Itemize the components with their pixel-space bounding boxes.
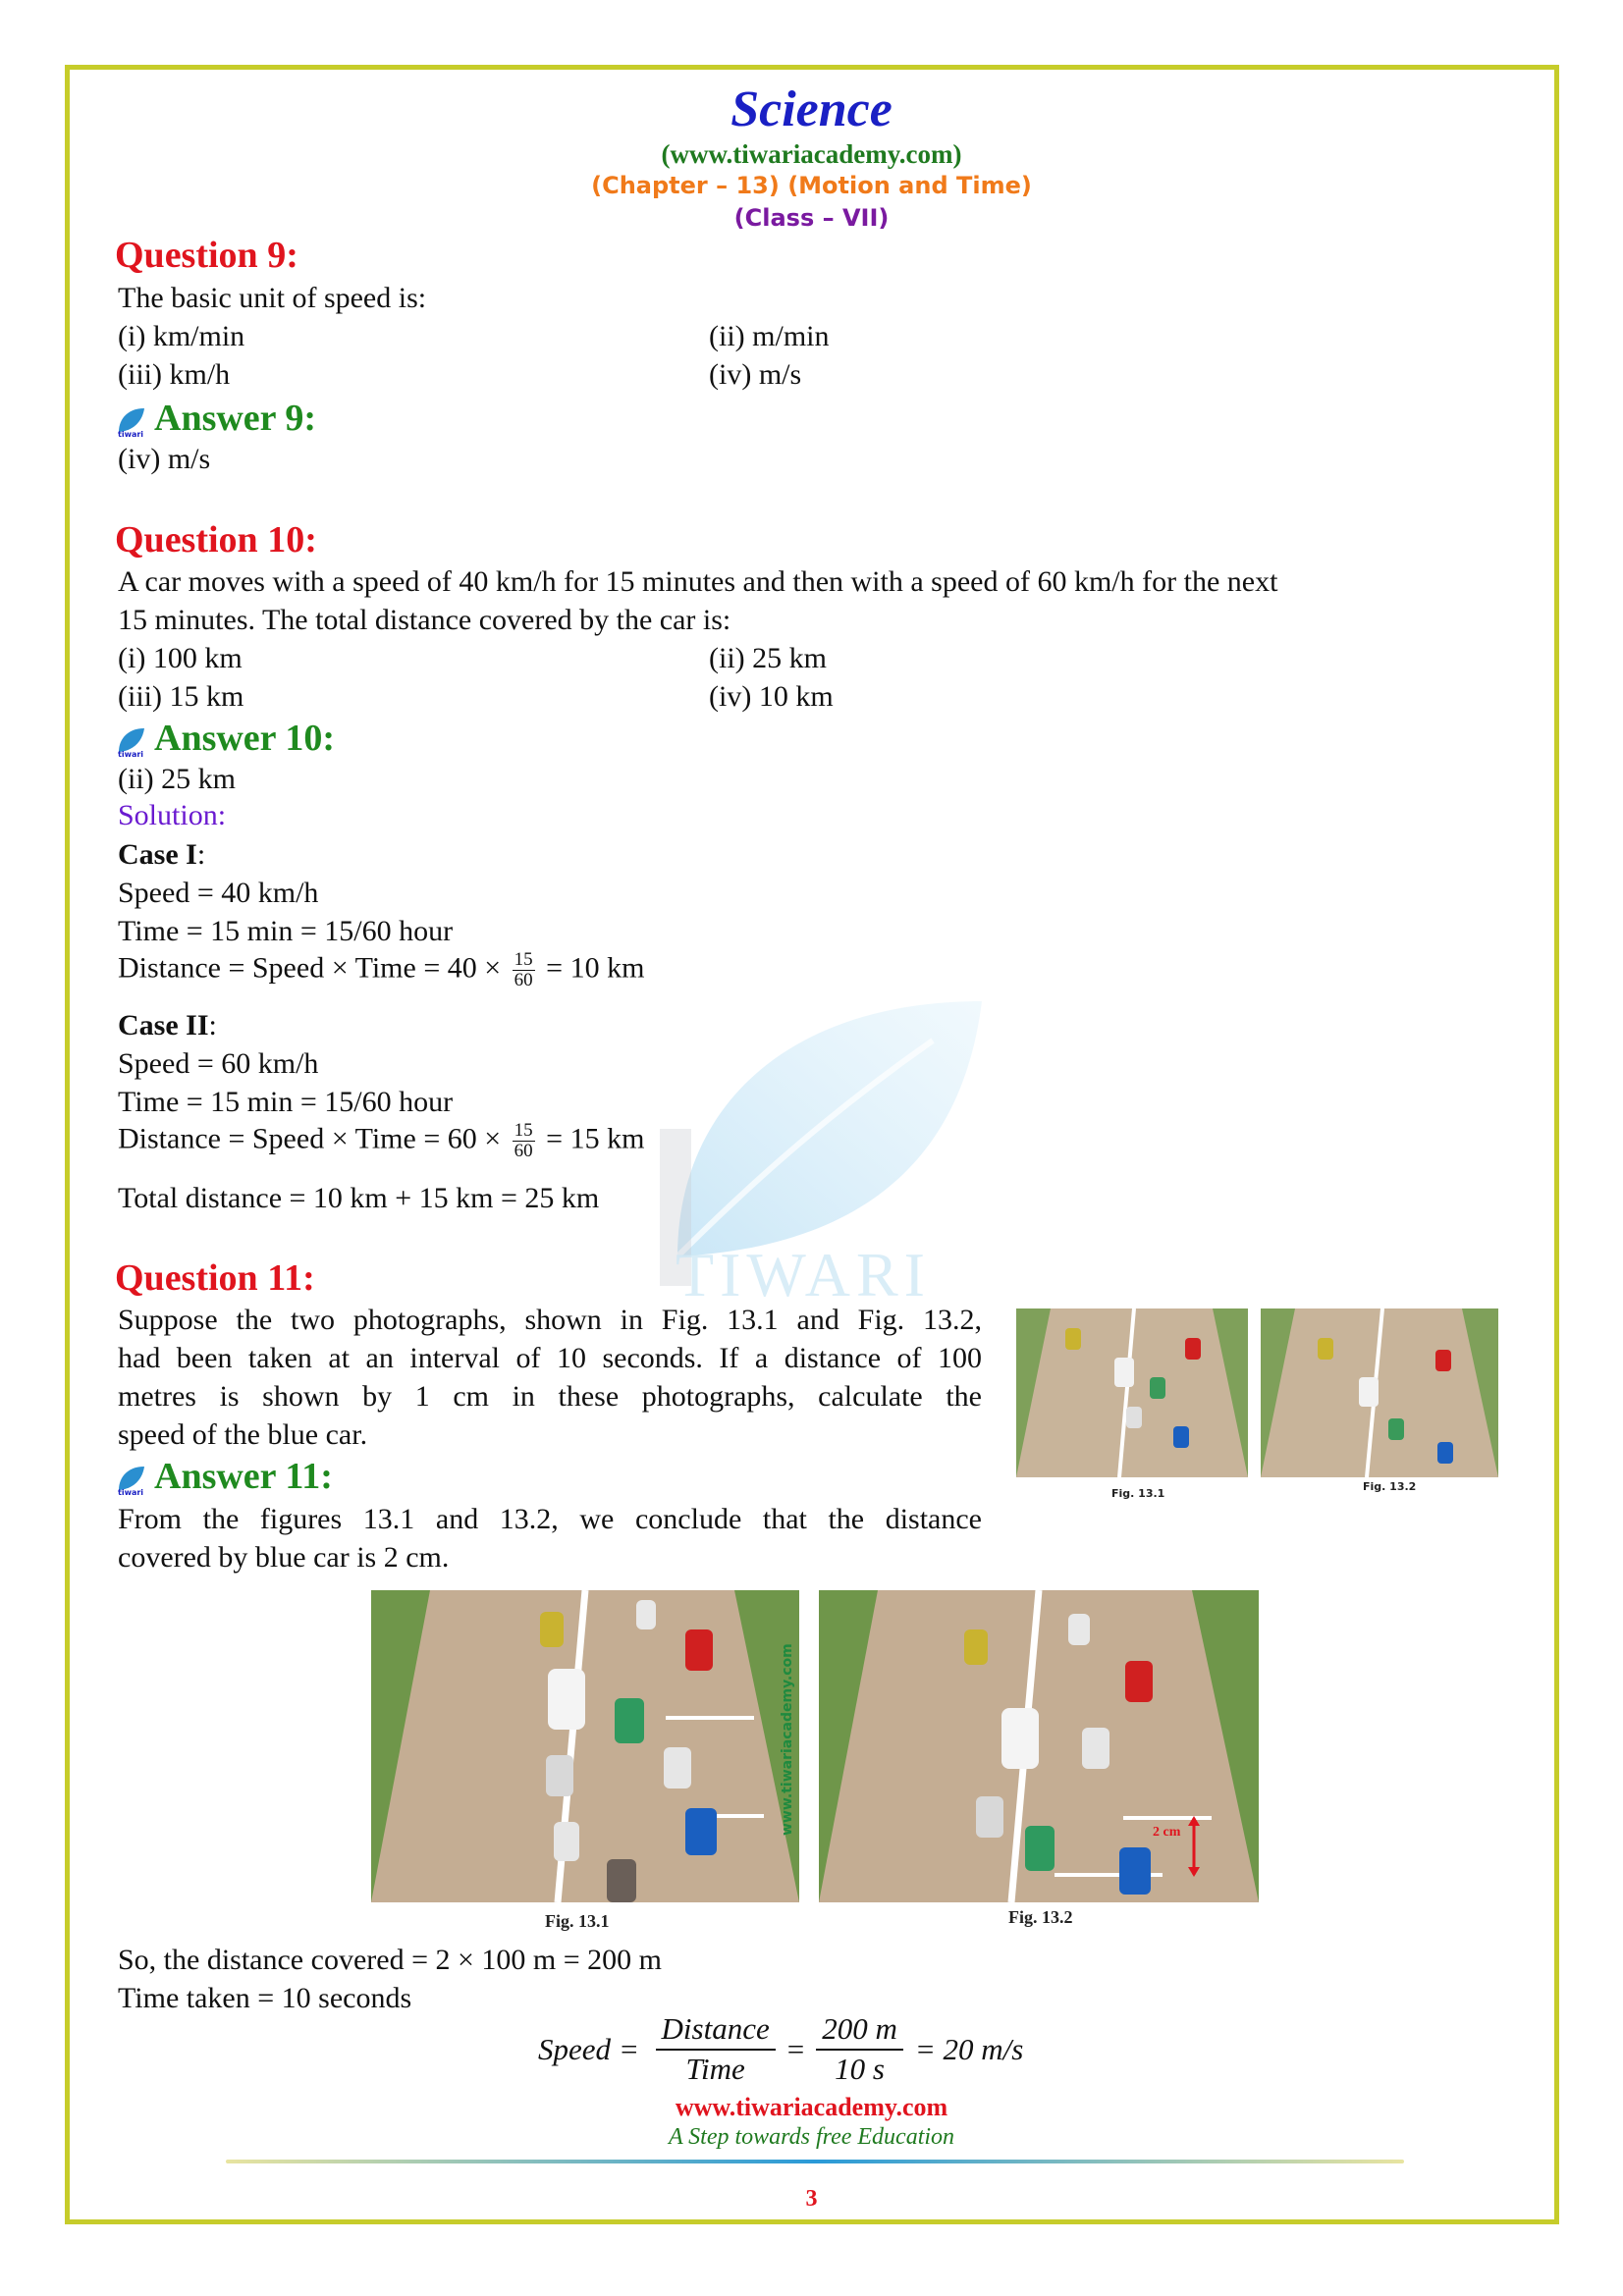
- total-distance: Total distance = 10 km + 15 km = 25 km: [118, 1182, 600, 1214]
- answer-9-label: Answer 9:: [154, 398, 317, 439]
- fraction-denominator: 60: [514, 969, 533, 990]
- case-2-label: Case II: [118, 1009, 209, 1041]
- fig-13-1-photo: [371, 1590, 799, 1902]
- case-2-speed: Speed = 60 km/h: [118, 1047, 319, 1080]
- photo-1-watermark: www.tiwariacademy.com: [780, 1643, 795, 1836]
- time-taken: Time taken = 10 seconds: [118, 1982, 412, 2014]
- answer-10-text: (ii) 25 km: [118, 763, 236, 795]
- fraction-denominator: 60: [514, 1140, 533, 1161]
- q9-option-4: (iv) m/s: [709, 358, 802, 391]
- fraction-numerator: 15: [514, 949, 533, 970]
- answer-10-heading: [115, 717, 335, 760]
- tiwari-leaf-icon: [115, 404, 148, 438]
- answer-9-text: (iv) m/s: [118, 443, 211, 475]
- fig-13-1-small-caption: Fig. 13.1: [1111, 1487, 1165, 1500]
- formula-fraction-2: [816, 2010, 903, 2089]
- fig-13-1-small-photo: [1016, 1308, 1248, 1477]
- case-2-time: Time = 15 min = 15/60 hour: [118, 1086, 454, 1118]
- case-1-heading: Case I:: [118, 838, 206, 871]
- svg-text:tiwari: tiwari: [118, 430, 144, 439]
- footer-site: www.tiwariacademy.com: [675, 2093, 948, 2121]
- footer-divider: [226, 2158, 1404, 2165]
- answer-11-heading: [115, 1455, 333, 1498]
- page-number: 3: [805, 2186, 818, 2212]
- tiwari-leaf-icon: [115, 724, 148, 758]
- formula-equals-1: =: [621, 2031, 638, 2066]
- case-1-distance-expr: Distance = Speed × Time = 40 ×: [118, 951, 502, 985]
- fig-13-2-caption: Fig. 13.2: [1008, 1907, 1073, 1927]
- tiwari-leaf-icon: [115, 1463, 148, 1496]
- case-1-fraction: [513, 950, 535, 990]
- question-11-stem-line1: Suppose the two photographs, shown in Fig. 13.1 and Fig. 13.2,: [118, 1304, 982, 1336]
- header-site: (www.tiwariacademy.com): [661, 139, 962, 169]
- formula-result: = 20 m/s: [914, 2031, 1024, 2066]
- watermark-text: TIWARI: [676, 1240, 931, 1309]
- case-2-distance-expr: Distance = Speed × Time = 60 ×: [118, 1122, 502, 1155]
- svg-text:tiwari: tiwari: [118, 750, 144, 759]
- two-cm-marker-label: 2 cm: [1153, 1825, 1181, 1840]
- case-1-speed: Speed = 40 km/h: [118, 877, 319, 909]
- question-10-heading: Question 10:: [115, 519, 317, 561]
- question-9-stem: The basic unit of speed is:: [118, 282, 427, 314]
- speed-formula: [538, 2010, 1023, 2089]
- fig-13-1-caption: Fig. 13.1: [545, 1911, 610, 1931]
- case-2-heading: Case II:: [118, 1009, 217, 1041]
- answer-11-label: Answer 11:: [154, 1456, 333, 1497]
- answer-11-line1: From the figures 13.1 and 13.2, we conclude that the distance: [118, 1503, 982, 1535]
- svg-text:tiwari: tiwari: [118, 1488, 144, 1497]
- formula-denominator-2: 10 s: [835, 2051, 885, 2086]
- question-11-stem-line2: had been taken at an interval of 10 seconds. If a distance of 100: [118, 1342, 982, 1374]
- q10-option-3: (iii) 15 km: [118, 680, 244, 713]
- fig-13-2-photo: [819, 1590, 1259, 1902]
- fig-13-2-small-caption: Fig. 13.2: [1363, 1480, 1417, 1493]
- answer-9-heading: [115, 397, 316, 440]
- question-11-stem-line4: speed of the blue car.: [118, 1418, 368, 1451]
- fraction-numerator: 15: [514, 1120, 533, 1141]
- q9-option-2: (ii) m/min: [709, 320, 830, 352]
- case-1-label: Case I: [118, 838, 197, 871]
- question-9-heading: Question 9:: [115, 235, 298, 276]
- formula-equals-2: =: [786, 2031, 805, 2066]
- solution-label: Solution:: [118, 799, 227, 831]
- footer-tagline: A Step towards free Education: [668, 2124, 955, 2150]
- question-11-stem-line3: metres is shown by 1 cm in these photographs, calculate the: [118, 1380, 982, 1413]
- answer-10-label: Answer 10:: [154, 718, 336, 759]
- document-title: Science: [730, 81, 893, 137]
- formula-numerator-1: Distance: [656, 2010, 776, 2051]
- formula-fraction-1: [656, 2010, 776, 2089]
- formula-denominator-1: Time: [685, 2051, 745, 2086]
- q10-option-1: (i) 100 km: [118, 642, 243, 674]
- question-10-stem-line2: 15 minutes. The total distance covered by the car is:: [118, 604, 731, 636]
- header-class: (Class – VII): [733, 204, 890, 232]
- fig-13-2-small-photo: [1261, 1308, 1498, 1477]
- distance-covered: So, the distance covered = 2 × 100 m = 200 m: [118, 1944, 662, 1976]
- case-1-time: Time = 15 min = 15/60 hour: [118, 915, 454, 947]
- case-2-distance: [118, 1121, 644, 1161]
- answer-11-line2: covered by blue car is 2 cm.: [118, 1541, 450, 1574]
- q10-option-2: (ii) 25 km: [709, 642, 827, 674]
- case-1-distance: [118, 950, 644, 990]
- case-2-distance-result: = 15 km: [546, 1122, 645, 1155]
- q9-option-1: (i) km/min: [118, 320, 245, 352]
- formula-lhs: Speed: [538, 2031, 612, 2066]
- question-10-stem-line1: A car moves with a speed of 40 km/h for 15 minutes and then with a speed of 60 km/h for the next: [118, 565, 1278, 598]
- q10-option-4: (iv) 10 km: [709, 680, 834, 713]
- case-2-fraction: [513, 1121, 535, 1161]
- question-11-heading: Question 11:: [115, 1257, 315, 1299]
- q9-option-3: (iii) km/h: [118, 358, 231, 391]
- formula-numerator-2: 200 m: [816, 2010, 903, 2051]
- case-1-distance-result: = 10 km: [546, 951, 645, 985]
- header-chapter: (Chapter – 13) (Motion and Time): [591, 172, 1032, 199]
